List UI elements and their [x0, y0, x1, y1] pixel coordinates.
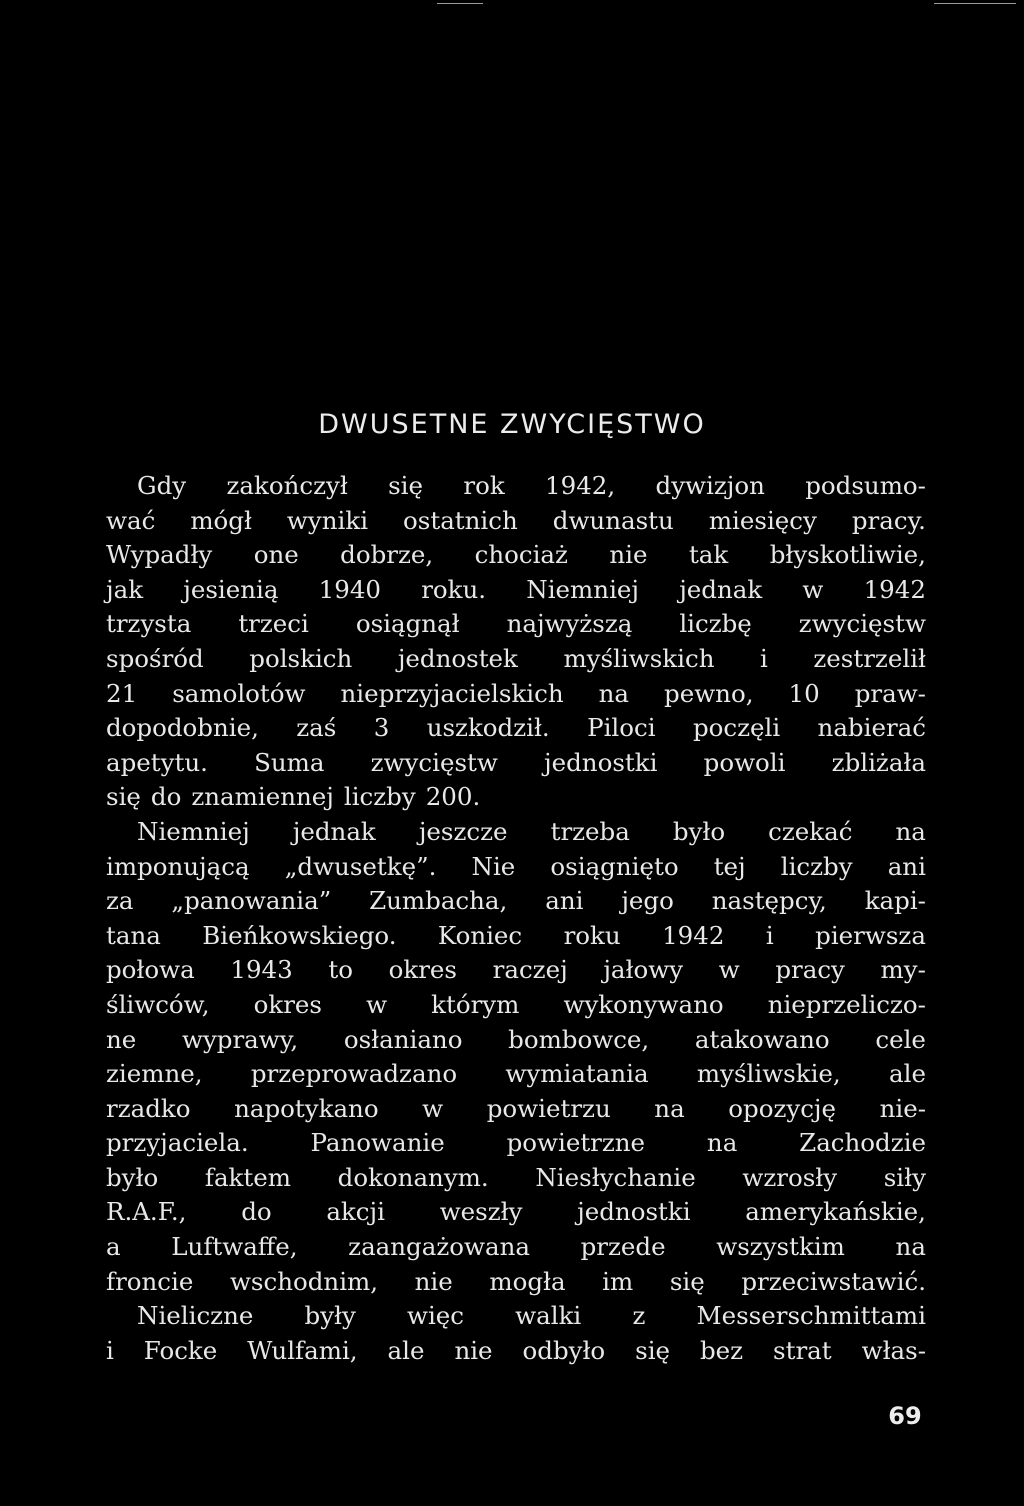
word: 3: [373, 713, 390, 743]
word: się: [635, 1335, 671, 1365]
word: śliwców,: [106, 989, 210, 1019]
word: nie: [414, 1266, 453, 1296]
word: połowa: [106, 955, 195, 985]
text-line: [106, 884, 926, 919]
word: i: [765, 920, 774, 950]
word: trzeba: [550, 816, 630, 846]
text-line: [106, 538, 926, 573]
word: znamiennej: [191, 782, 334, 812]
word: wykonywano: [563, 989, 724, 1019]
word: 1942,: [545, 471, 616, 500]
word: ostatnich: [403, 505, 518, 535]
word: bez: [700, 1335, 744, 1365]
word: nie: [454, 1335, 493, 1365]
word: podsumo-: [805, 471, 926, 500]
text-line: [106, 677, 926, 712]
word: wyprawy,: [181, 1024, 299, 1054]
word: Niemniej: [526, 574, 639, 604]
word: Niesłychanie: [535, 1162, 696, 1192]
word: weszły: [439, 1197, 523, 1227]
word: pracy: [775, 955, 845, 985]
word: powietrzne: [506, 1128, 646, 1158]
word: Luftwaffe,: [171, 1232, 298, 1262]
word: były: [304, 1301, 356, 1331]
word: nie-: [879, 1093, 926, 1123]
word: roku: [563, 920, 621, 950]
word: to: [328, 955, 353, 985]
word: więc: [406, 1301, 465, 1331]
word: strat: [773, 1335, 832, 1365]
word: zwycięstw: [798, 609, 926, 639]
word: na: [895, 816, 926, 846]
word: odbyło: [522, 1335, 606, 1365]
word: bombowce,: [508, 1024, 650, 1054]
word: liczbę: [679, 609, 752, 639]
word: poczęli: [692, 713, 781, 743]
word: Messerschmittami: [696, 1301, 926, 1331]
word: tej: [713, 851, 746, 881]
word: jałowy: [603, 955, 684, 985]
word: pewno,: [664, 678, 754, 708]
word: jednostek: [397, 643, 518, 673]
word: jednostki: [577, 1197, 691, 1227]
word: do: [150, 782, 182, 812]
word: one: [253, 540, 299, 570]
word: z: [632, 1301, 646, 1331]
word: zakończył: [226, 471, 348, 500]
word: 1940: [318, 574, 382, 604]
word: dopodobnie,: [106, 713, 259, 743]
word: myśliwskie,: [696, 1059, 841, 1089]
word: wszystkim: [716, 1232, 845, 1262]
word: my-: [880, 955, 926, 985]
word: polskich: [249, 643, 353, 673]
word: którym: [431, 989, 520, 1019]
word: „dwusetkę”.: [284, 851, 437, 881]
word: osiągnął: [355, 609, 460, 639]
word: a: [106, 1232, 121, 1262]
word: akcji: [326, 1197, 385, 1227]
word: Zumbacha,: [369, 886, 508, 916]
word: imponującą: [106, 851, 250, 881]
text-line: [106, 850, 926, 885]
text-line: [106, 815, 926, 850]
word: następcy,: [711, 886, 827, 916]
word: dwunastu: [552, 505, 674, 535]
word: zbliżała: [831, 747, 926, 777]
text-line: [106, 988, 926, 1023]
word: najwyższą: [506, 609, 633, 639]
word: ziemne,: [106, 1059, 203, 1089]
word: powietrzu: [486, 1093, 611, 1123]
word: 1943: [230, 955, 293, 985]
word: 10: [788, 678, 820, 708]
word: jego: [621, 886, 674, 916]
text-line: [106, 953, 926, 988]
word: napotykano: [234, 1093, 379, 1123]
word: i: [760, 643, 768, 673]
text-line: [106, 711, 926, 746]
word: w: [422, 1093, 444, 1123]
word: okres: [253, 989, 323, 1019]
text-line: [106, 1230, 926, 1265]
word: ani: [887, 851, 926, 881]
word: było: [106, 1162, 159, 1192]
word: jak: [106, 574, 144, 604]
word: Panowanie: [310, 1128, 445, 1158]
word: okres: [388, 955, 457, 985]
text-line: [106, 919, 926, 954]
word: faktem: [204, 1162, 291, 1192]
text-line: [106, 607, 926, 642]
word: samolotów: [172, 678, 306, 708]
word: Suma: [254, 747, 325, 777]
word: dywizjon: [655, 471, 765, 500]
word: było: [672, 816, 726, 846]
word: liczby: [780, 851, 853, 881]
word: Wypadły: [106, 540, 213, 570]
word: dobrze,: [340, 540, 434, 570]
word: Gdy: [137, 471, 187, 500]
word: zestrzelił: [813, 643, 926, 673]
word: mógł: [190, 505, 252, 535]
text-line: [106, 1057, 926, 1092]
word: 1942: [863, 574, 926, 604]
word: miesięcy: [708, 505, 817, 535]
word: wać: [106, 505, 156, 535]
text-line: [106, 1126, 926, 1161]
word: R.A.F.,: [106, 1197, 187, 1227]
word: wschodnim,: [229, 1266, 379, 1296]
word: im: [602, 1266, 634, 1296]
word: zaangażowana: [348, 1232, 530, 1262]
word: raczej: [492, 955, 568, 985]
chapter-title: DWUSETNE ZWYCIĘSTWO: [318, 409, 706, 440]
word: rok: [463, 471, 505, 500]
word: Piloci: [587, 713, 656, 743]
word: osiągnięto: [550, 851, 679, 881]
word: 1942: [662, 920, 725, 950]
text-line: [106, 642, 926, 677]
word: osłaniano: [343, 1024, 463, 1054]
word: praw-: [854, 678, 926, 708]
word: Niemniej: [137, 816, 250, 846]
word: jednak: [679, 574, 763, 604]
word: froncie: [106, 1266, 194, 1296]
word: ani: [545, 886, 584, 916]
word: walki: [515, 1301, 582, 1331]
text-line: [106, 1092, 926, 1127]
word: w: [802, 574, 824, 604]
word: opozycję: [728, 1093, 837, 1123]
word: wyniki: [286, 505, 369, 535]
text-line: [106, 504, 926, 539]
word: na: [598, 678, 630, 708]
text-line: [106, 780, 926, 815]
word: i: [106, 1335, 114, 1365]
word: nabierać: [817, 713, 926, 743]
text-line: [106, 1161, 926, 1196]
word: 200.: [425, 782, 481, 812]
word: na: [706, 1128, 738, 1158]
word: zwycięstw: [370, 747, 498, 777]
word: trzeci: [238, 609, 309, 639]
word: Koniec: [437, 920, 523, 950]
text-line: [106, 469, 926, 504]
word: Focke: [143, 1335, 218, 1365]
word: apetytu.: [106, 747, 208, 777]
word: włas-: [861, 1335, 926, 1365]
word: pierwsza: [815, 920, 926, 950]
word: Nie: [471, 851, 516, 881]
word: wzrosły: [742, 1162, 838, 1192]
word: przeciwstawić.: [741, 1266, 926, 1296]
text-line: [106, 1023, 926, 1058]
word: się: [388, 471, 424, 500]
word: uszkodził.: [426, 713, 550, 743]
word: ale: [387, 1335, 425, 1365]
word: cele: [875, 1024, 926, 1054]
word: trzysta: [106, 609, 192, 639]
word: czekać: [768, 816, 853, 846]
word: mogła: [489, 1266, 566, 1296]
word: atakowano: [694, 1024, 830, 1054]
word: błyskotliwie,: [769, 540, 926, 570]
word: rzadko: [106, 1093, 191, 1123]
scan-artifact-line: [934, 3, 1016, 4]
word: ne: [106, 1024, 137, 1054]
word: powoli: [703, 747, 786, 777]
word: dokonanym.: [337, 1162, 489, 1192]
word: na: [654, 1093, 685, 1123]
word: na: [895, 1232, 926, 1262]
word: Wulfami,: [247, 1335, 358, 1365]
word: jednostki: [544, 747, 658, 777]
text-line: [106, 1299, 926, 1334]
word: zaś: [296, 713, 337, 743]
word: w: [718, 955, 740, 985]
word: jednak: [292, 816, 376, 846]
word: przede: [580, 1232, 666, 1262]
word: kapi-: [864, 886, 926, 916]
text-line: [106, 1334, 926, 1369]
word: przyjaciela.: [106, 1128, 249, 1158]
text-line: [106, 1265, 926, 1300]
word: nieprzyjacielskich: [340, 678, 564, 708]
page-number: 69: [888, 1402, 922, 1430]
word: pracy.: [851, 505, 926, 535]
scan-artifact-line: [437, 3, 483, 4]
word: się: [669, 1266, 705, 1296]
text-line: [106, 1195, 926, 1230]
word: liczby: [343, 782, 416, 812]
word: spośród: [106, 643, 204, 673]
word: do: [241, 1197, 272, 1227]
word: wymiatania: [505, 1059, 649, 1089]
word: w: [366, 989, 388, 1019]
word: chociaż: [474, 540, 568, 570]
word: Zachodzie: [799, 1128, 926, 1158]
word: Nieliczne: [137, 1301, 254, 1331]
word: tak: [688, 540, 729, 570]
word: jesienią: [183, 574, 279, 604]
word: nieprzeliczo-: [767, 989, 926, 1019]
word: za: [106, 886, 134, 916]
word: nie: [609, 540, 648, 570]
body-text: [106, 469, 926, 1368]
text-line: [106, 573, 926, 608]
word: 21: [106, 678, 138, 708]
word: siły: [883, 1162, 926, 1192]
word: Bieńkowskiego.: [202, 920, 397, 950]
text-line: [106, 746, 926, 781]
word: przeprowadzano: [250, 1059, 458, 1089]
word: jeszcze: [418, 816, 508, 846]
word: myśliwskich: [563, 643, 715, 673]
word: tana: [106, 920, 161, 950]
word: ale: [889, 1059, 926, 1089]
word: amerykańskie,: [745, 1197, 926, 1227]
word: się: [106, 782, 141, 812]
word: „panowania”: [171, 886, 332, 916]
word: roku.: [421, 574, 487, 604]
